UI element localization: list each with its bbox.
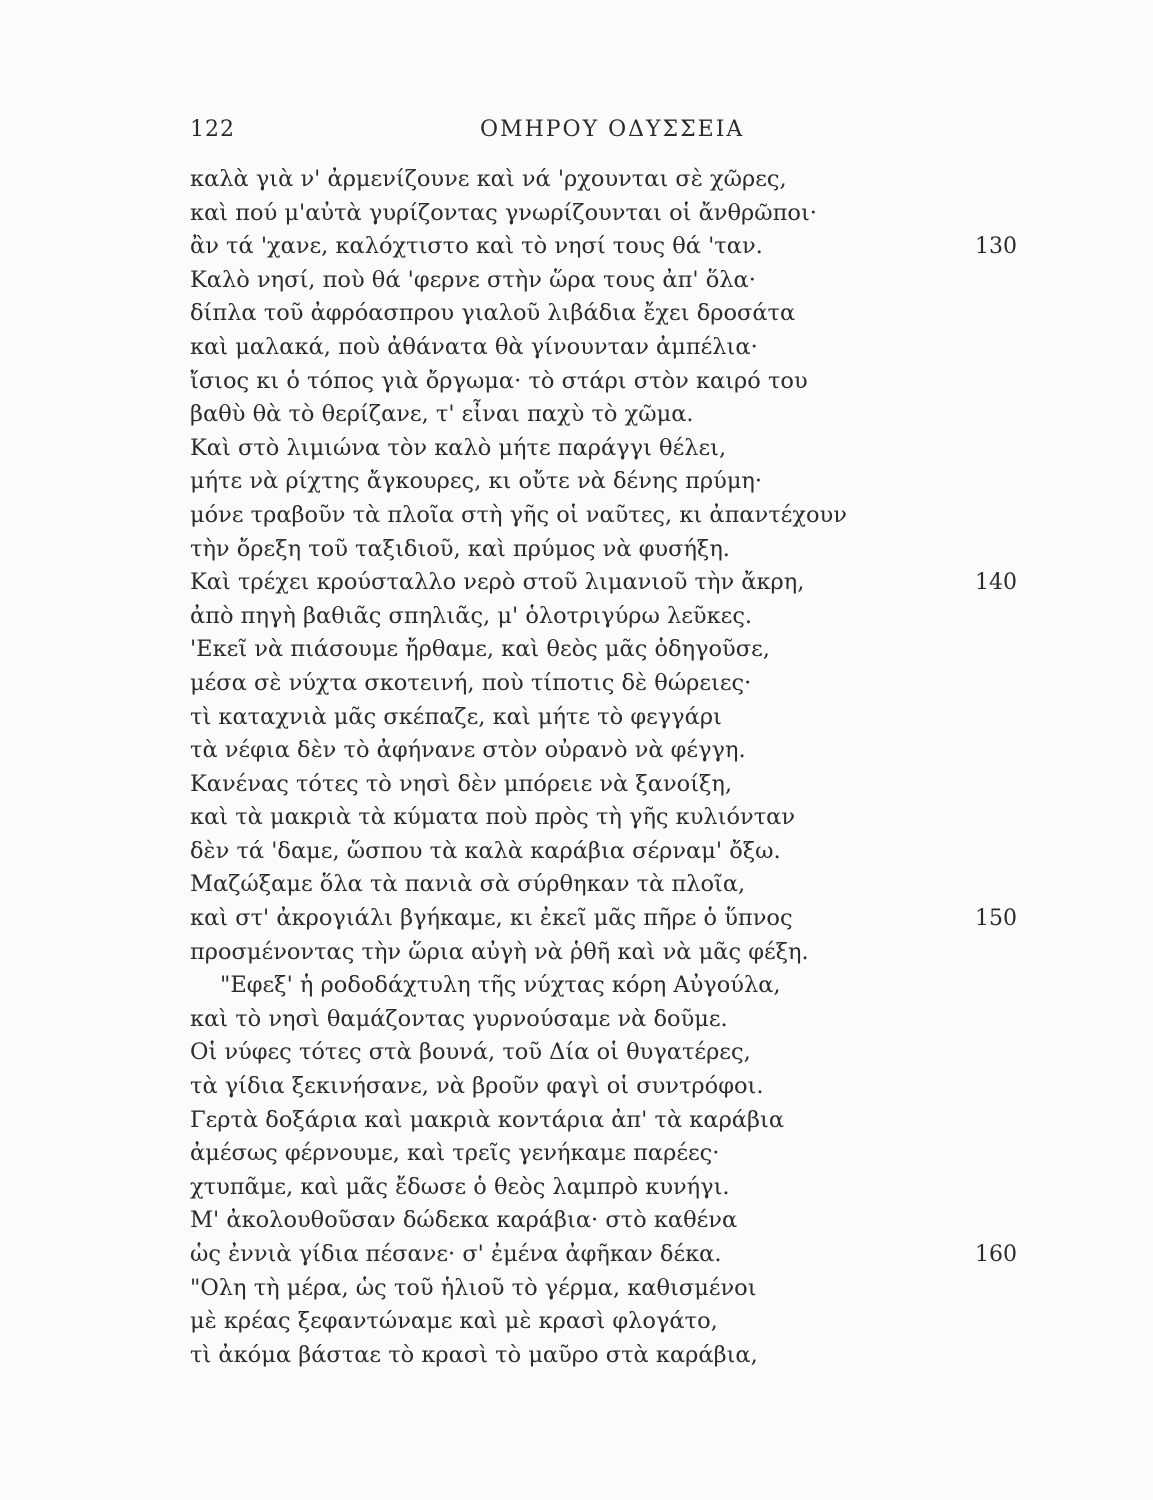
verse-line xyxy=(190,1238,1090,1272)
verse-line-text: τὶ ἀκόμα βάσταε τὸ κρασὶ τὸ μαῦρο στὰ καράβια, xyxy=(190,1341,758,1368)
verse-line xyxy=(190,1137,1090,1171)
verse-line-text: χτυπᾶμε, καὶ μᾶς ἔδωσε ὁ θεὸς λαμπρὸ κυνήγι. xyxy=(190,1173,730,1200)
verse-line-text: τὶ καταχνιὰ μᾶς σκέπαζε, καὶ μήτε τὸ φεγγάρι xyxy=(190,703,722,730)
verse-line-text: ἴσιος κι ὁ τόπος γιὰ ὄργωμα· τὸ στάρι στὸν καιρό του xyxy=(190,367,808,394)
line-number: 160 xyxy=(975,1242,1017,1267)
verse-line-text: τὰ νέφια δὲν τὸ ἀφήνανε στὸν οὐρανὸ νὰ φέγγη. xyxy=(190,737,746,764)
verse-line xyxy=(190,633,1090,667)
verse-line xyxy=(190,533,1090,567)
verse-line-text: μήτε νὰ ρίχτης ἄγκουρες, κι οὔτε νὰ δένης πρύμη· xyxy=(190,468,763,495)
verse-line-text: καὶ μαλακά, ποὺ ἀθάνατα θὰ γίνουνταν ἀμπέλια· xyxy=(190,333,758,360)
verse-line-text: "Ολη τὴ μέρα, ὡς τοῦ ἡλιοῦ τὸ γέρμα, καθισμένοι xyxy=(190,1274,757,1301)
verse-line xyxy=(190,432,1090,466)
verse-line-text: Καὶ τρέχει κρούσταλλο νερὸ στοῦ λιμανιοῦ τὴν ἄκρη, xyxy=(190,569,805,596)
verse-line xyxy=(190,230,1090,264)
verse-line xyxy=(190,1339,1090,1373)
verse-line-text: Καὶ στὸ λιμιώνα τὸν καλὸ μήτε παράγγι θέλει, xyxy=(190,434,727,461)
verse-line-text: καὶ πού μ'αὐτὰ γυρίζοντας γνωρίζουνται οἱ ἄνθρῶποι· xyxy=(190,199,817,226)
verse-line-text: καὶ τὸ νησὶ θαμάζοντας γυρνούσαμε νὰ δοῦμε. xyxy=(190,1005,728,1032)
verse-line xyxy=(190,667,1090,701)
verse-line xyxy=(190,969,1090,1003)
verse-line xyxy=(190,264,1090,298)
verse-line-text: Οἱ νύφες τότες στὰ βουνά, τοῦ Δία οἱ θυγατέρες, xyxy=(190,1039,751,1066)
verse-line xyxy=(190,902,1090,936)
verse-line xyxy=(190,1272,1090,1306)
verse-line-text: προσμένοντας τὴν ὥρια αὐγὴ νὰ ῥθῆ καὶ νὰ μᾶς φέξη. xyxy=(190,938,809,965)
running-title: ΟΜΗΡΟΥ ΟΔΥΣΣΕΙΑ xyxy=(480,117,745,142)
verse-line-text: δὲν τά 'δαμε, ὥσπου τὰ καλὰ καράβια σέρναμ' ὄξω. xyxy=(190,837,781,864)
verse-block xyxy=(190,163,1090,1372)
verse-line xyxy=(190,936,1090,970)
verse-line xyxy=(190,297,1090,331)
verse-line xyxy=(190,1171,1090,1205)
verse-line-text: Μαζώξαμε ὅλα τὰ πανιὰ σὰ σύρθηκαν τὰ πλοῖα, xyxy=(190,871,746,898)
verse-line-text: Κανένας τότες τὸ νησὶ δὲν μπόρειε νὰ ξανοίξη, xyxy=(190,770,733,797)
verse-line xyxy=(190,398,1090,432)
verse-line xyxy=(190,1204,1090,1238)
verse-line xyxy=(190,1003,1090,1037)
verse-line-text: δίπλα τοῦ ἀφρόασπρου γιαλοῦ λιβάδια ἔχει δροσάτα xyxy=(190,300,796,327)
verse-line-text: ἀπὸ πηγὴ βαθιᾶς σπηλιᾶς, μ' ὁλοτριγύρω λεῦκες. xyxy=(190,602,753,629)
verse-line xyxy=(190,566,1090,600)
verse-line-text: καὶ τὰ μακριὰ τὰ κύματα ποὺ πρὸς τὴ γῆς κυλιόνταν xyxy=(190,804,796,831)
verse-line xyxy=(190,701,1090,735)
verse-line-text: μὲ κρέας ξεφαντώναμε καὶ μὲ κρασὶ φλογάτο, xyxy=(190,1308,718,1335)
verse-line-text: Γερτὰ δοξάρια καὶ μακριὰ κοντάρια ἀπ' τὰ καράβια xyxy=(190,1106,785,1133)
verse-line xyxy=(190,1305,1090,1339)
verse-line-text: μόνε τραβοῦν τὰ πλοῖα στὴ γῆς οἱ ναῦτες, κι ἀπαντέχουν xyxy=(190,501,847,528)
verse-line xyxy=(190,868,1090,902)
verse-line-text: ἀμέσως φέρνουμε, καὶ τρεῖς γενήκαμε παρέες· xyxy=(190,1140,720,1167)
page-number: 122 xyxy=(190,117,235,142)
verse-line xyxy=(190,331,1090,365)
line-number: 150 xyxy=(975,906,1017,932)
verse-line-text: τὰ γίδια ξεκινήσανε, νὰ βροῦν φαγὶ οἱ συντρόφοι. xyxy=(190,1073,764,1100)
verse-line xyxy=(190,163,1090,197)
verse-line xyxy=(190,768,1090,802)
verse-line xyxy=(190,465,1090,499)
verse-line xyxy=(190,197,1090,231)
line-number: 130 xyxy=(975,234,1017,260)
verse-line xyxy=(190,1036,1090,1070)
verse-line xyxy=(190,1070,1090,1104)
verse-line-text: βαθὺ θὰ τὸ θερίζανε, τ' εἶναι παχὺ τὸ χῶμα. xyxy=(190,401,694,428)
verse-line-text: Καλὸ νησί, ποὺ θά 'φερνε στὴν ὥρα τους ἀπ' ὅλα· xyxy=(190,266,756,293)
verse-line-text: τὴν ὄρεξη τοῦ ταξιδιοῦ, καὶ πρύμος νὰ φυσήξη. xyxy=(190,535,730,562)
verse-line-text: καὶ στ' ἀκρογιάλι βγήκαμε, κι ἐκεῖ μᾶς πῆρε ὁ ὕπνος xyxy=(190,905,793,932)
verse-line-text: μέσα σὲ νύχτα σκοτεινή, ποὺ τίποτις δὲ θώρειες· xyxy=(190,669,752,696)
verse-line-text: "Εφεξ' ἡ ροδοδάχτυλη τῆς νύχτας κόρη Αὐγούλα, xyxy=(220,972,781,999)
verse-line-text: Μ' ἀκολουθοῦσαν δώδεκα καράβια· στὸ καθένα xyxy=(190,1207,738,1234)
verse-line xyxy=(190,499,1090,533)
verse-line xyxy=(190,600,1090,634)
verse-line xyxy=(190,835,1090,869)
verse-line-text: καλὰ γιὰ ν' ἀρμενίζουνε καὶ νά 'ρχουνται σὲ χῶρες, xyxy=(190,166,787,192)
verse-line-text: ὡς ἐννιὰ γίδια πέσανε· σ' ἐμένα ἀφῆκαν δέκα. xyxy=(190,1241,722,1267)
verse-line xyxy=(190,1104,1090,1138)
verse-line xyxy=(190,365,1090,399)
verse-line xyxy=(190,734,1090,768)
verse-line-text: ἂν τά 'χανε, καλόχτιστο καὶ τὸ νησί τους θά 'ταν. xyxy=(190,233,763,260)
verse-line xyxy=(190,801,1090,835)
line-number: 140 xyxy=(975,570,1017,596)
verse-line-text: 'Εκεῖ νὰ πιάσουμε ἤρθαμε, καὶ θεὸς μᾶς ὁδηγοῦσε, xyxy=(190,636,770,663)
